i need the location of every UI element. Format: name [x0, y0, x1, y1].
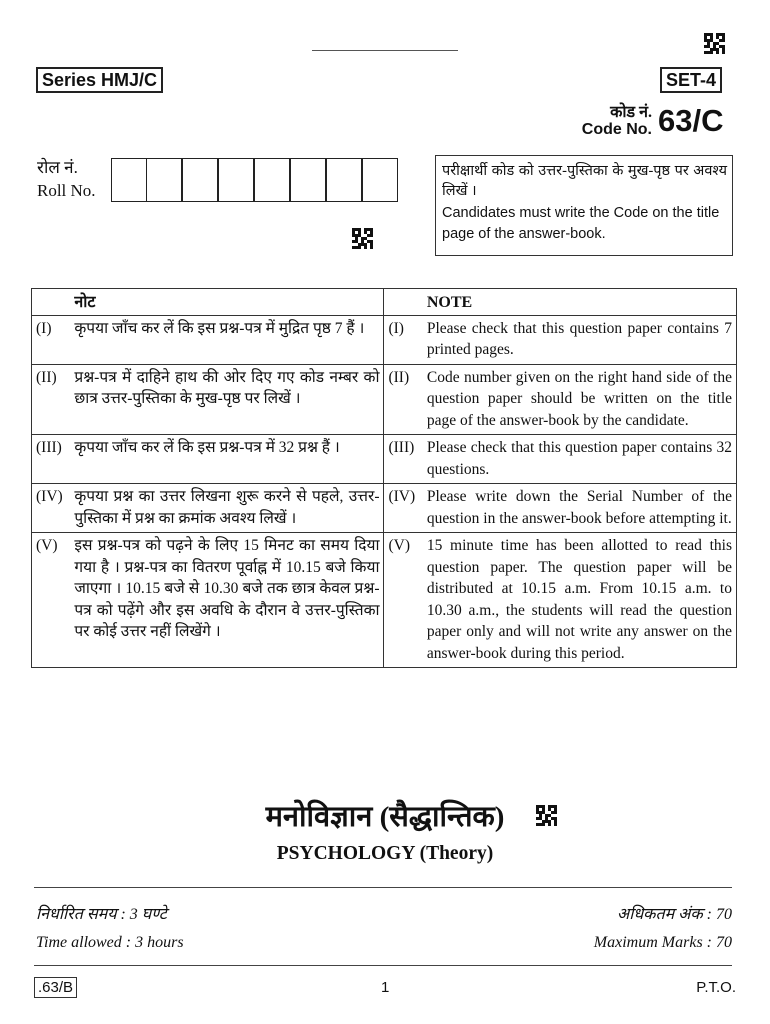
- note-number-hindi: (V): [32, 533, 71, 668]
- note-text-hindi: इस प्रश्न-पत्र को पढ़ने के लिए 15 मिनट का समय दिया गया है । प्रश्न-पत्र का वितरण पूर्वाह्न में 10.15 बजे किया जाएगा । 10.15 बजे से 10.30 बजे तक छात्र केवल प्रश्न-पत्र को पढ़ेंगे और इस अवधि के दौरान वे उत्तर-पुस्तिका पर कोई उत्तर नहीं लिखेंगे ।: [70, 533, 384, 668]
- note-number-hindi: (II): [32, 364, 71, 435]
- candidate-note-hindi: परीक्षार्थी कोड को उत्तर-पुस्तिका के मुख-पृष्ठ पर अवश्य लिखें ।: [442, 163, 727, 199]
- top-rule: [312, 50, 458, 51]
- time-allowed-hindi: निर्धारित समय : 3 घण्टे: [36, 906, 167, 923]
- notes-table: [31, 288, 737, 668]
- note-text-hindi: कृपया जाँच कर लें कि इस प्रश्न-पत्र में मुद्रित पृष्ठ 7 हैं ।: [70, 315, 384, 364]
- code-number: 63/C: [658, 103, 724, 138]
- note-text: Please write down the Serial Number of the question in the answer-book before attempting it.: [423, 484, 737, 533]
- max-marks-hindi: अधिकतम अंक : 70: [616, 906, 732, 923]
- set-label: SET-4: [660, 67, 722, 93]
- note-text: Please check that this question paper contains 32 questions.: [423, 435, 737, 484]
- notes-heading-hindi: नोट: [70, 289, 384, 316]
- note-text: Please check that this question paper contains 7 printed pages.: [423, 315, 737, 364]
- page-number: 1: [381, 979, 390, 996]
- subject-title-hindi: मनोविज्ञान (सैद्धान्तिक): [265, 801, 505, 833]
- note-text-hindi: प्रश्न-पत्र में दाहिने हाथ की ओर दिए गए कोड नम्बर को छात्र उत्तर-पुस्तिका के मुख-पृष्ठ पर लिखें ।: [70, 364, 384, 435]
- qr-code-icon: [352, 228, 373, 249]
- note-number: (I): [384, 315, 423, 364]
- note-row: [32, 533, 737, 668]
- note-text: 15 minute time has been allotted to read this question paper. The question paper will be distributed at 10.15 a.m. From 10.15 a.m. to 10.30 a.m., the students will read the question paper only and will not write any answer on the answer-book during this period.: [423, 533, 737, 668]
- note-number-hindi: (IV): [32, 484, 71, 533]
- note-number: (IV): [384, 484, 423, 533]
- notes-header-row: [32, 289, 737, 316]
- note-row: [32, 364, 737, 435]
- time-allowed: Time allowed : 3 hours: [36, 934, 184, 951]
- note-text-hindi: कृपया जाँच कर लें कि इस प्रश्न-पत्र में 32 प्रश्न हैं ।: [70, 435, 384, 484]
- note-number: (V): [384, 533, 423, 668]
- candidate-note-box: [435, 155, 733, 256]
- note-number-hindi: (III): [32, 435, 71, 484]
- subject-title: PSYCHOLOGY (Theory): [276, 843, 494, 864]
- note-number: (III): [384, 435, 423, 484]
- divider: [34, 965, 732, 966]
- max-marks: Maximum Marks : 70: [593, 934, 732, 951]
- note-row: [32, 315, 737, 364]
- footer-code: .63/B: [34, 977, 77, 998]
- note-text: Code number given on the right hand side of the question paper should be written on the title page of the answer-book by the candidate.: [423, 364, 737, 435]
- code-label: Code No.: [581, 121, 652, 138]
- qr-code-icon: [704, 33, 725, 54]
- note-number: (II): [384, 364, 423, 435]
- note-row: [32, 435, 737, 484]
- note-number-hindi: (I): [32, 315, 71, 364]
- page-turn-over: P.T.O.: [696, 979, 736, 996]
- series-label: Series HMJ/C: [36, 67, 163, 93]
- divider: [34, 887, 732, 888]
- roll-label: Roll No.: [37, 181, 96, 200]
- candidate-note: Candidates must write the Code on the title page of the answer-book.: [442, 205, 720, 242]
- notes-heading: NOTE: [423, 289, 737, 316]
- code-label-hindi: कोड नं.: [610, 104, 652, 121]
- roll-label-hindi: रोल नं.: [37, 158, 78, 177]
- note-row: [32, 484, 737, 533]
- note-text-hindi: कृपया प्रश्न का उत्तर लिखना शुरू करने से पहले, उत्तर-पुस्तिका में प्रश्न का क्रमांक अवश्य लिखें ।: [70, 484, 384, 533]
